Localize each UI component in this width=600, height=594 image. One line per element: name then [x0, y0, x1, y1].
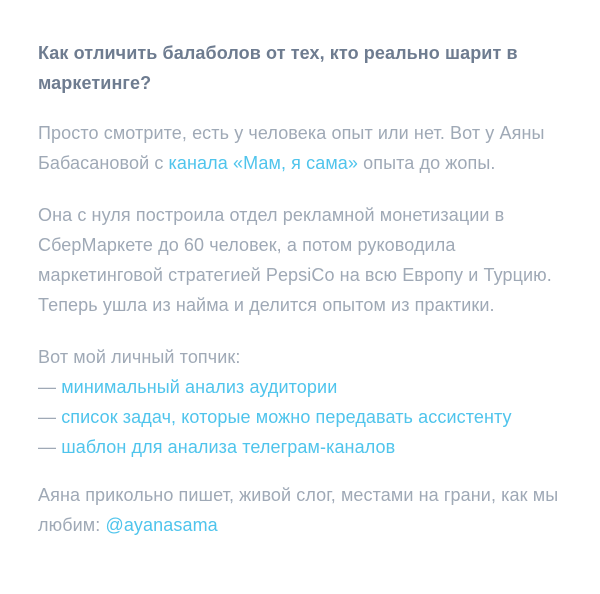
link-audience-analysis[interactable]: минимальный анализ аудитории	[61, 377, 338, 397]
paragraph-intro-tail: опыта до жопы.	[358, 153, 496, 173]
post-body	[38, 38, 570, 540]
paragraph-intro-text: Просто смотрите, есть у человека опыт или нет. Вот у Аяны Бабасановой с	[38, 123, 545, 173]
ayanasama-link[interactable]: @ayanasama	[105, 515, 218, 535]
list-dash: —	[38, 377, 62, 397]
paragraph-outro-text: Аяна прикольно пишет, живой слог, местами на грани, как мы любим:	[38, 485, 559, 535]
top-list	[38, 342, 570, 462]
paragraph-intro	[38, 118, 570, 178]
list-item-audience	[38, 372, 570, 402]
list-item-assistant	[38, 402, 570, 432]
link-telegram-template[interactable]: шаблон для анализа телеграм-каналов	[61, 437, 396, 457]
list-intro: Вот мой личный топчик:	[38, 347, 241, 367]
list-dash: —	[38, 437, 62, 457]
post-heading: Как отличить балаболов от тех, кто реально шарит в маркетинге?	[38, 43, 518, 93]
list-dash: —	[38, 407, 62, 427]
paragraph-experience: Она с нуля построила отдел рекламной монетизации в СберМаркете до 60 человек, а потом руководила маркетинговой стратегией PepsiCo на всю Европу и Турцию. Теперь ушла из найма и делится опытом из практики.	[38, 205, 552, 315]
list-item-template	[38, 432, 570, 462]
channel-link[interactable]: канала «Мам, я сама»	[168, 153, 359, 173]
paragraph-outro	[38, 480, 570, 540]
link-assistant-tasks[interactable]: список задач, которые можно передавать ассистенту	[61, 407, 512, 427]
